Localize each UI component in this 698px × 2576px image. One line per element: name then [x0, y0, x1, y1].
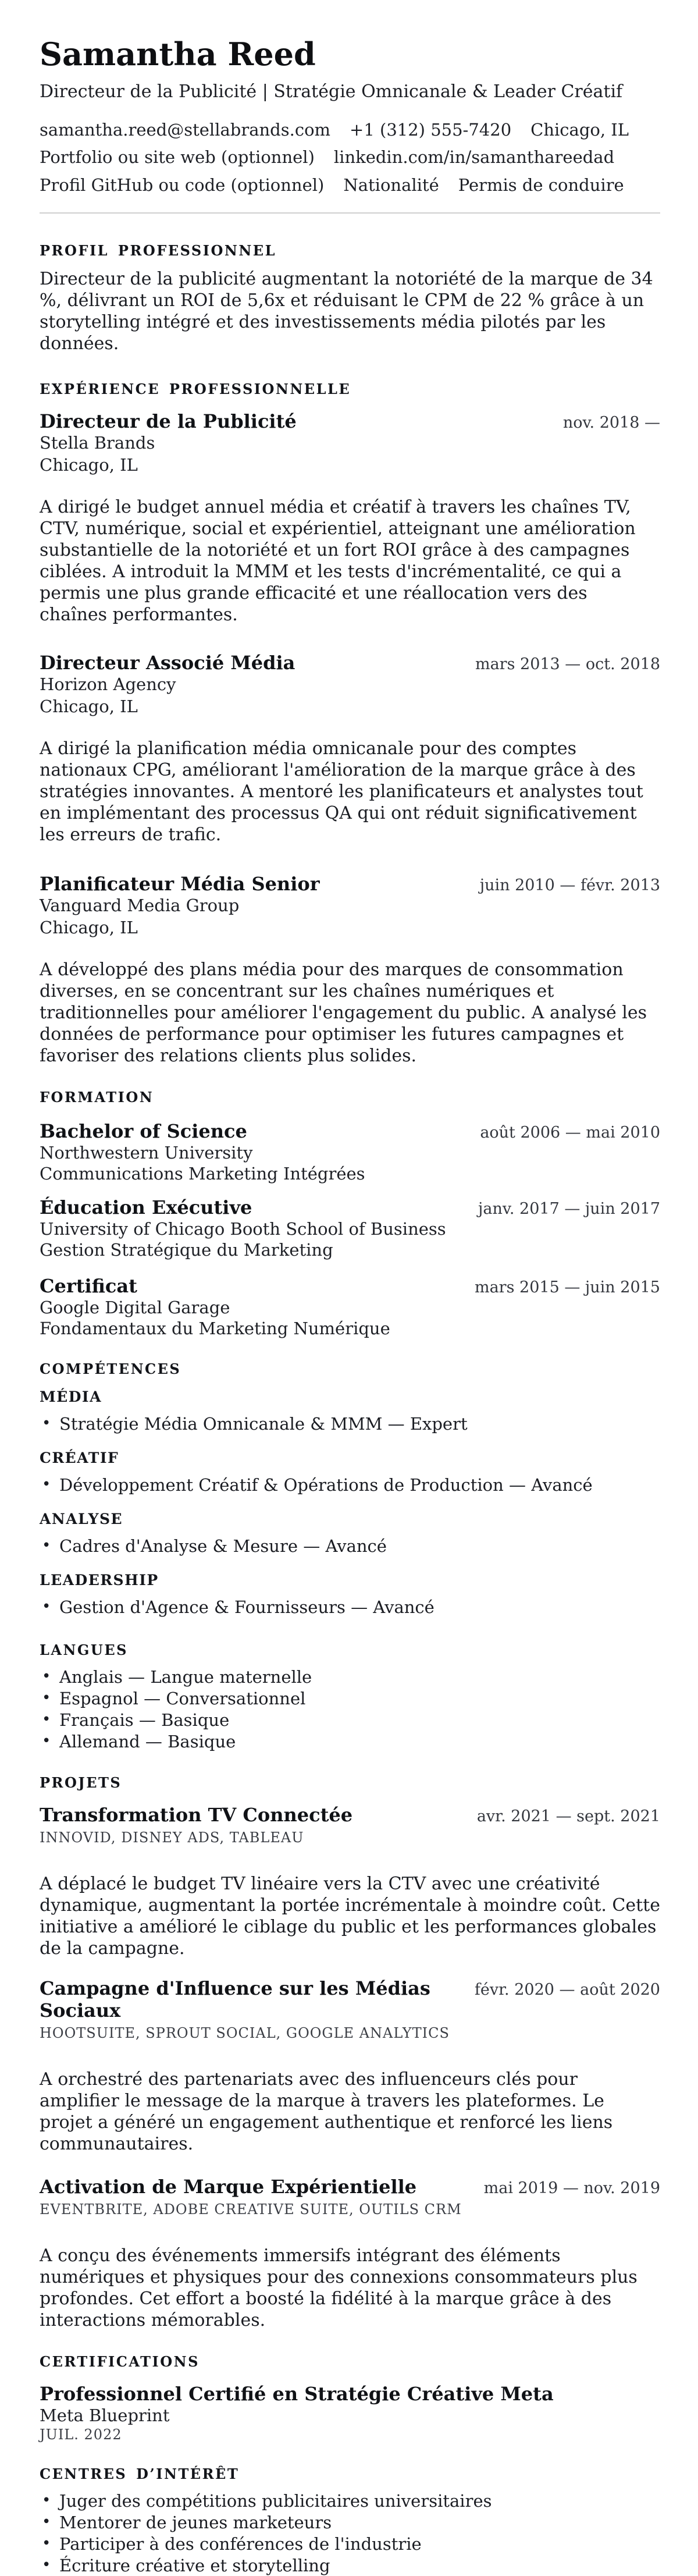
- certification-title: Professionnel Certifié en Stratégie Créative Meta: [40, 2383, 554, 2405]
- section-heading-interests: CENTRES D’INTÉRÊT: [40, 2465, 240, 2482]
- section-interests: [40, 2465, 660, 2576]
- job-company: Stella Brands: [40, 433, 155, 453]
- job-header: [40, 873, 660, 895]
- school-name: Google Digital Garage: [40, 1298, 230, 1317]
- job-dates: mars 2013 — oct. 2018: [475, 655, 660, 673]
- school-name: University of Chicago Booth School of Business: [40, 1219, 446, 1239]
- linkedin-text: linkedin.com/in/samanthareedad: [333, 147, 615, 167]
- interest-item: • Écriture créative et storytelling: [40, 2555, 660, 2576]
- project-title: Activation de Marque Expérientielle: [40, 2176, 417, 2198]
- header-divider: [40, 212, 660, 214]
- education-header: [40, 1275, 660, 1297]
- education-entry: [40, 1120, 660, 1184]
- language-item: • Anglais — Langue maternelle: [40, 1667, 660, 1687]
- project-entry: [40, 1977, 660, 2155]
- project-tools: INNOVID, DISNEY ADS, TABLEAU: [40, 1829, 304, 1846]
- job-title: Directeur Associé Média: [40, 652, 295, 674]
- field-of-study: Fondamentaux du Marketing Numérique: [40, 1319, 390, 1338]
- project-dates: mai 2019 — nov. 2019: [483, 2179, 660, 2197]
- job-description: A dirigé le budget annuel média et créatif à travers les chaînes TV, CTV, numérique, social et expérientiel, atteignant une amélioration substantielle de la notoriété et un fort ROI grâce à des campagnes ciblées. A introduit la MMM et les tests d'incrémentalité, ce qui a permis une plus grande efficacité et une réallocation vers des chaînes performantes.: [40, 497, 636, 625]
- job-description: A développé des plans média pour des marques de consommation diverses, en se concentrant sur les chaînes numériques et traditionnelles pour améliorer l'engagement du public. A analysé les données de performance pour optimiser les futures campagnes et favoriser des relations clients plus solides.: [40, 960, 647, 1066]
- section-projects: [40, 1774, 660, 2331]
- nationality-label: Nationalité: [343, 175, 439, 195]
- job-location: Chicago, IL: [40, 918, 138, 937]
- language-item: • Allemand — Basique: [40, 1731, 660, 1752]
- interest-item: • Participer à des conférences de l'industrie: [40, 2534, 660, 2554]
- skill-item: • Développement Créatif & Opérations de Production — Avancé: [40, 1474, 660, 1495]
- job-entry: [40, 410, 660, 626]
- education-header: [40, 1120, 660, 1142]
- interest-item: • Juger des compétitions publicitaires universitaires: [40, 2490, 660, 2511]
- section-certifications: [40, 2353, 660, 2443]
- job-header: [40, 410, 660, 432]
- job-company: Horizon Agency: [40, 674, 176, 694]
- job-title: Planificateur Média Senior: [40, 873, 320, 895]
- project-dates: févr. 2020 — août 2020: [474, 1981, 660, 1999]
- license-label: Permis de conduire: [458, 175, 624, 195]
- section-profile: [40, 242, 660, 354]
- resume-header: [40, 37, 660, 214]
- email-text: samantha.reed@stellabrands.com: [40, 120, 331, 140]
- project-description: A déplacé le budget TV linéaire vers la CTV avec une créativité dynamique, augmentant la portée incrémentale à moindre coût. Cette initiative a amélioré le ciblage du public et les performances globales de la campagne.: [40, 1874, 660, 1959]
- certification-entry: [40, 2383, 660, 2443]
- project-entry: [40, 2176, 660, 2331]
- job-company: Vanguard Media Group: [40, 896, 240, 915]
- section-education: [40, 1089, 660, 1339]
- job-entry: [40, 873, 660, 1067]
- skill-category: LEADERSHIP: [40, 1572, 159, 1589]
- language-item: • Français — Basique: [40, 1710, 660, 1731]
- education-dates: janv. 2017 — juin 2017: [478, 1200, 660, 1218]
- section-heading-skills: COMPÉTENCES: [40, 1360, 181, 1377]
- skill-item: • Stratégie Média Omnicanale & MMM — Expert: [40, 1413, 660, 1434]
- section-languages: [40, 1641, 660, 1752]
- project-header: [40, 1977, 660, 2021]
- project-description: A orchestré des partenariats avec des influenceurs clés pour amplifier le message de la marque à travers les plateformes. Le projet a généré un engagement authentique et renforcé les liens communautaires.: [40, 2069, 613, 2154]
- language-item: • Espagnol — Conversationnel: [40, 1688, 660, 1709]
- degree-title: Certificat: [40, 1275, 137, 1297]
- contact-row-3: [40, 175, 660, 196]
- job-description: A dirigé la planification média omnicanale pour des comptes nationaux CPG, améliorant l'amélioration de la marque grâce à des stratégies innovantes. A mentoré les planificateurs et analystes tout en implémentant des processus QA qui ont réduit significativement les erreurs de trafic.: [40, 738, 643, 845]
- education-dates: août 2006 — mai 2010: [480, 1124, 660, 1142]
- job-dates: juin 2010 — févr. 2013: [479, 876, 660, 894]
- section-heading-profile: PROFIL PROFESSIONNEL: [40, 242, 276, 259]
- profile-summary: Directeur de la publicité augmentant la notoriété de la marque de 34 %, délivrant un ROI de 5,6x et réduisant le CPM de 22 % grâce à un storytelling intégré et des investissements média pilotés par les données.: [40, 269, 653, 354]
- job-header: [40, 652, 660, 674]
- section-heading-certifications: CERTIFICATIONS: [40, 2353, 200, 2370]
- education-dates: mars 2015 — juin 2015: [474, 1278, 660, 1296]
- section-heading-projects: PROJETS: [40, 1774, 122, 1791]
- project-entry: [40, 1804, 660, 1959]
- skill-category: ANALYSE: [40, 1511, 123, 1527]
- section-heading-languages: LANGUES: [40, 1641, 128, 1658]
- degree-title: Bachelor of Science: [40, 1120, 247, 1142]
- project-tools: EVENTBRITE, ADOBE CREATIVE SUITE, OUTILS CRM: [40, 2201, 462, 2218]
- project-dates: avr. 2021 — sept. 2021: [476, 1807, 660, 1825]
- project-header: [40, 1804, 660, 1826]
- job-title: Directeur de la Publicité: [40, 410, 297, 432]
- interest-item: • Mentorer de jeunes marketeurs: [40, 2512, 660, 2533]
- project-title: Campagne d'Influence sur les Médias Sociaux: [40, 1977, 430, 2021]
- contact-row-2: [40, 147, 660, 168]
- section-skills: [40, 1360, 660, 1618]
- project-description: A conçu des événements immersifs intégrant des éléments numériques et physiques pour des connexions consommateurs plus profondes. Cet effort a boosté la fidélité à la marque grâce à des interactions mémorables.: [40, 2245, 638, 2330]
- job-dates: nov. 2018 —: [562, 414, 660, 432]
- github-label: Profil GitHub ou code (optionnel): [40, 175, 325, 195]
- job-entry: [40, 652, 660, 845]
- skill-category: CRÉATIF: [40, 1449, 119, 1466]
- skill-item: • Gestion d'Agence & Fournisseurs — Avancé: [40, 1597, 660, 1618]
- headline: Directeur de la Publicité | Stratégie Omnicanale & Leader Créatif: [40, 81, 623, 102]
- project-header: [40, 2176, 660, 2198]
- website-label: Portfolio ou site web (optionnel): [40, 147, 315, 167]
- project-title: Transformation TV Connectée: [40, 1804, 353, 1826]
- phone-text: +1 (312) 555-7420: [350, 120, 512, 140]
- section-heading-experience: EXPÉRIENCE PROFESSIONNELLE: [40, 381, 351, 397]
- field-of-study: Communications Marketing Intégrées: [40, 1164, 365, 1184]
- section-heading-education: FORMATION: [40, 1089, 154, 1106]
- skill-category: MÉDIA: [40, 1388, 102, 1405]
- skill-item: • Cadres d'Analyse & Mesure — Avancé: [40, 1536, 660, 1557]
- certification-issuer: Meta Blueprint: [40, 2406, 170, 2425]
- project-tools: HOOTSUITE, SPROUT SOCIAL, GOOGLE ANALYTICS: [40, 2025, 450, 2041]
- education-entry: [40, 1275, 660, 1339]
- person-name: Samantha Reed: [40, 35, 316, 73]
- school-name: Northwestern University: [40, 1143, 253, 1163]
- job-location: Chicago, IL: [40, 697, 138, 716]
- section-experience: [40, 381, 660, 1067]
- job-location: Chicago, IL: [40, 455, 138, 475]
- degree-title: Éducation Exécutive: [40, 1196, 252, 1218]
- certification-date: JUIL. 2022: [40, 2426, 122, 2443]
- location-text: Chicago, IL: [530, 120, 629, 140]
- field-of-study: Gestion Stratégique du Marketing: [40, 1240, 333, 1260]
- education-entry: [40, 1196, 660, 1260]
- contact-row-1: [40, 119, 660, 140]
- education-header: [40, 1196, 660, 1218]
